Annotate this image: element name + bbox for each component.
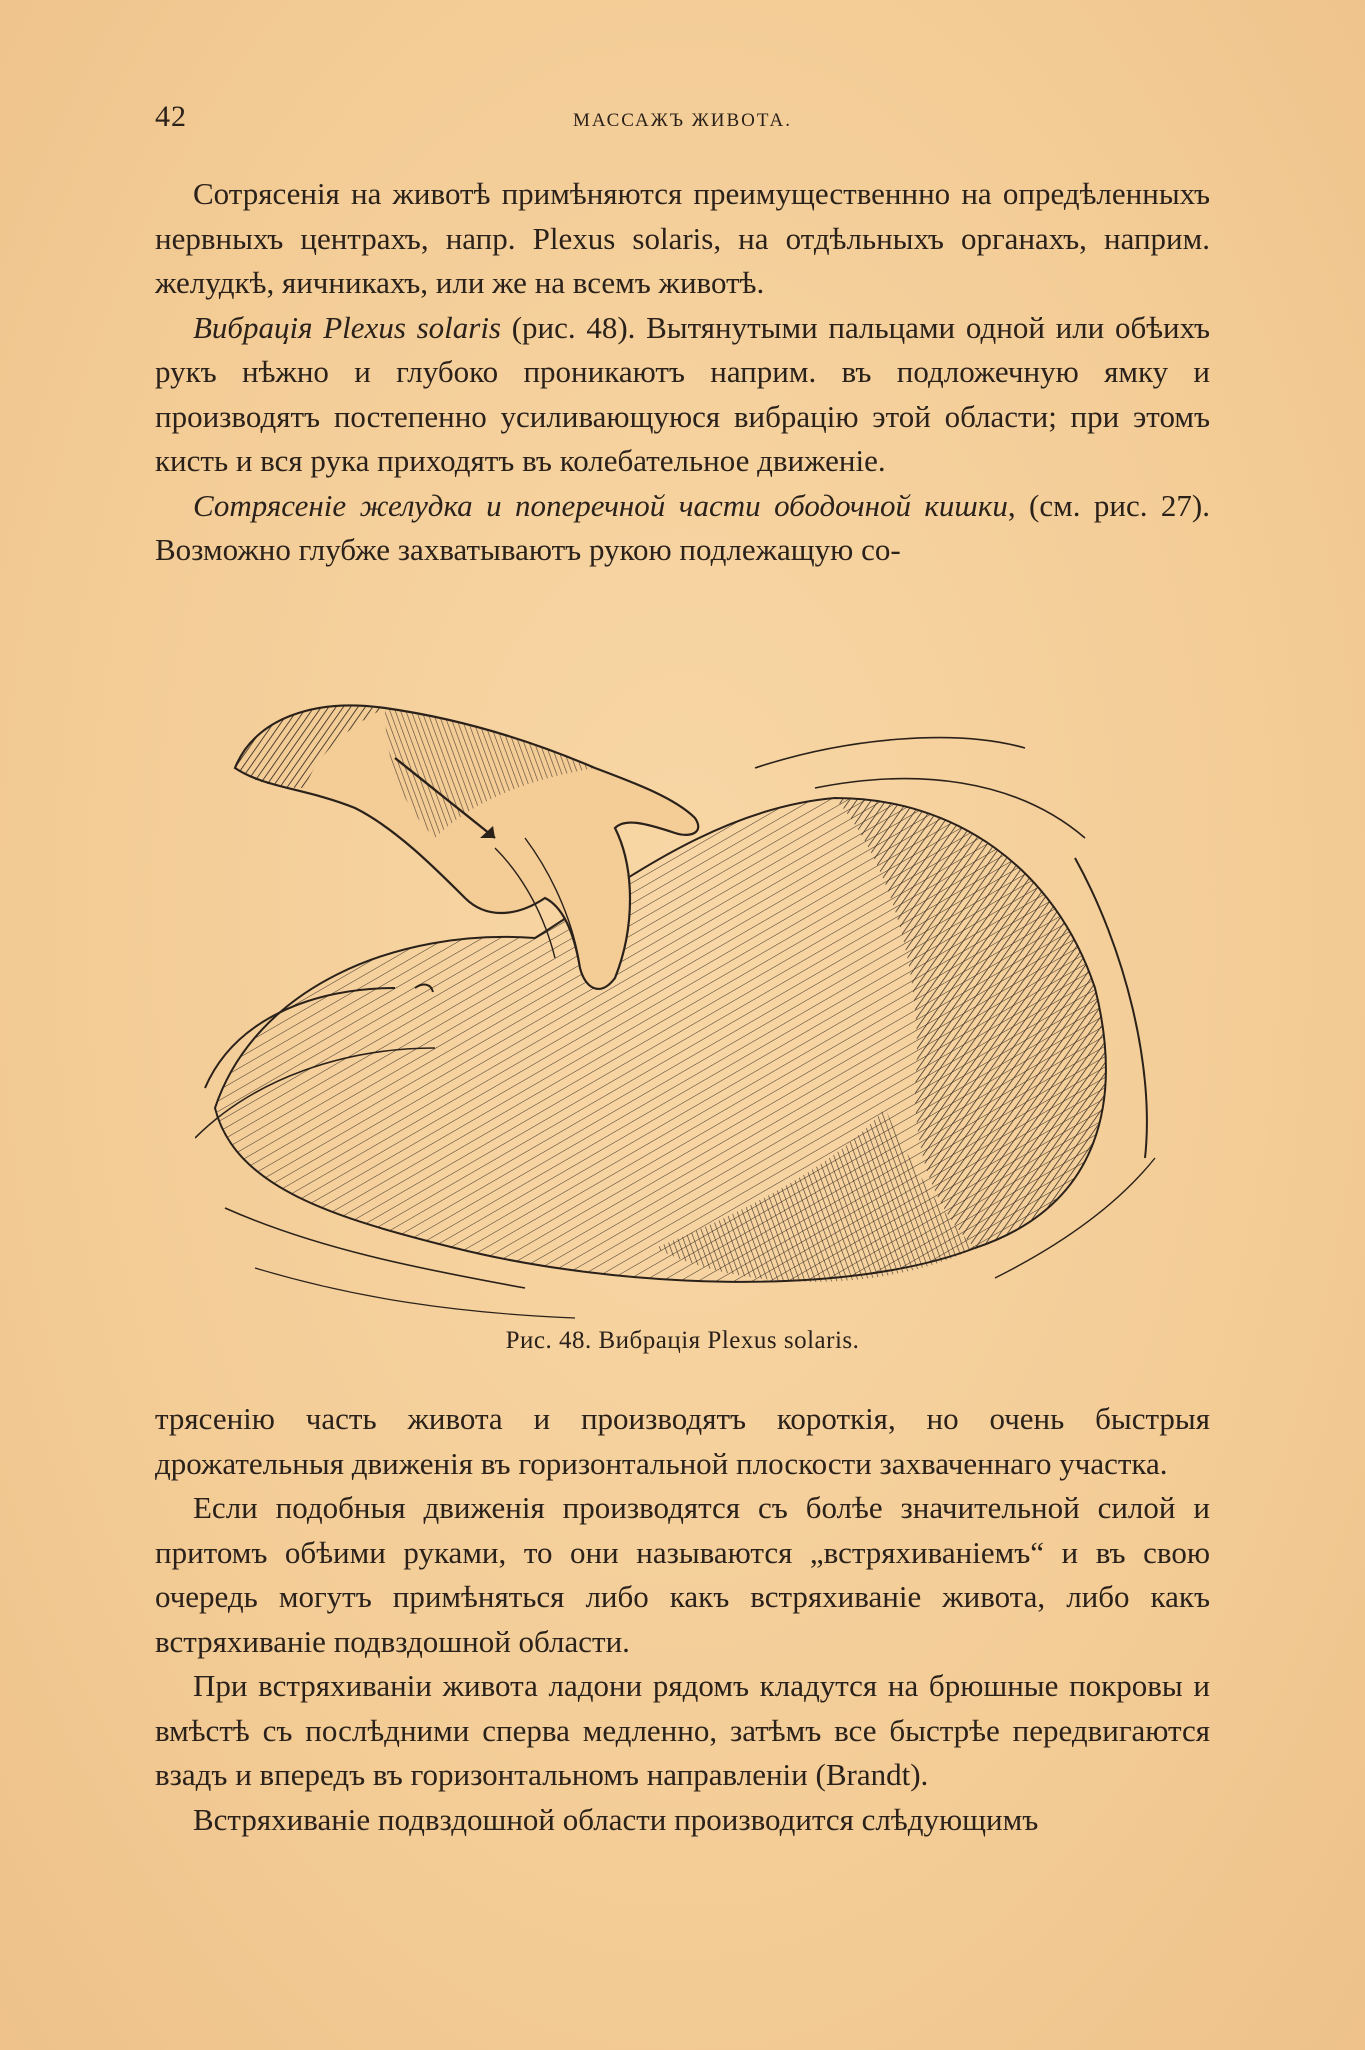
paragraph-text: Сотрясенія на животѣ примѣняются преимущественнно на опредѣленныхъ нервныхъ центрахъ, напр. Plexus solaris, на отдѣльныхъ органахъ, наприм. желудкѣ, яичникахъ, или же на всемъ животѣ.: [155, 176, 1210, 300]
paragraph: [155, 1397, 1210, 1486]
figure-caption: Рис. 48. Вибрація Plexus solaris.: [505, 1327, 860, 1354]
page-header: [155, 100, 1210, 150]
paragraph-text: При встряхиваніи живота ладони рядомъ кладутся на брюшные покровы и вмѣстѣ съ послѣдними сперва медленно, затѣмъ все быстрѣе передвигаются взадъ и впередъ въ горизонтальномъ направленіи (Brandt).: [155, 1668, 1210, 1792]
paragraph: [155, 1798, 1210, 1843]
paragraph: [155, 1486, 1210, 1664]
paragraph: [155, 484, 1210, 573]
figure-illustration: [195, 688, 1175, 1328]
paragraph: [155, 172, 1210, 306]
paragraph-heading: Вибрація Plexus solaris: [193, 309, 501, 345]
paragraph: [155, 306, 1210, 484]
paragraph-text: Встряхиваніе подвздошной области производится слѣдующимъ: [193, 1801, 1039, 1837]
text-block-bottom: [155, 1397, 1210, 1842]
engraving-hand-on-abdomen: [195, 688, 1175, 1328]
paragraph: [155, 1664, 1210, 1798]
paragraph-text: Если подобныя движенія производятся съ болѣе значительной силой и притомъ обѣими руками, то они называются „встряхиваніемъ“ и въ свою очередь могутъ примѣняться либо какъ встряхиваніе живота, либо какъ встряхиваніе подвздошной области.: [155, 1490, 1210, 1659]
paragraph-text: (рис. 48). Вытянутыми пальцами одной или обѣихъ рукъ нѣжно и глубоко проникаютъ наприм. въ подложечную ямку и производятъ постепенно усиливающуюся вибрацію этой области; при этомъ кисть и вся рука приходятъ въ колебательное движеніе.: [155, 309, 1210, 478]
page-number: 42: [155, 100, 187, 133]
paragraph-heading: Сотрясеніе желудка и поперечной части ободочной кишки: [193, 487, 1008, 523]
paragraph-text: трясенію часть живота и производятъ короткія, но очень быстрыя дрожательныя движенія въ горизонтальной плоскости захваченнаго участка.: [155, 1401, 1210, 1481]
running-head: МАССАЖЪ ЖИВОТА.: [572, 110, 793, 131]
paragraph-text: , (см. рис. 27). Возможно глубже захватываютъ рукою подлежащую со-: [155, 487, 1210, 567]
text-block-top: [155, 172, 1210, 573]
